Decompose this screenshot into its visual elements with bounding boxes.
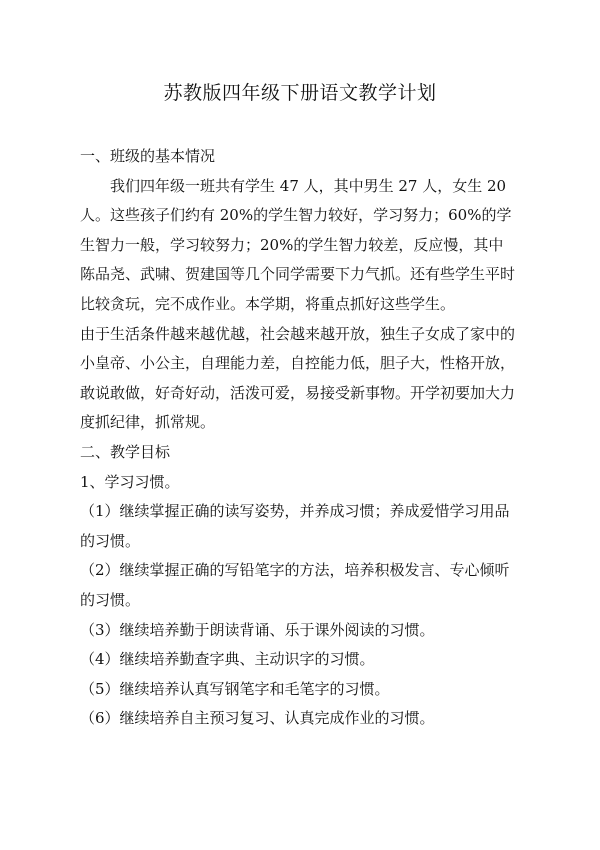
document-title: 苏教版四年级下册语文教学计划 [163,82,437,104]
document-body [80,142,518,734]
list-item: （3）继续培养勤于朗读背诵、乐于课外阅读的习惯。 [80,620,435,639]
list-item: （5）继续培养认真写钢笔字和毛笔字的习惯。 [80,679,390,698]
list-item: （1）继续掌握正确的读写姿势，并养成习惯；养成爱惜学习用品的习惯。 [80,502,510,550]
section-heading: 一、班级的基本情况 [80,147,216,165]
list-item: （6）继续培养自主预习复习、认真完成作业的习惯。 [80,709,435,728]
subheading: 1、学习习惯。 [80,472,180,491]
paragraph: 由于生活条件越来越优越，社会越来越开放，独生子女成了家中的小皇帝、小公主，自理能力差，自控能力低，胆子大，性格开放，敢说敢做，好奇好动，活泼可爱，易接受新事物。开学初要加大力度抓纪律，抓常规。 [80,324,516,432]
list-item: （2）继续掌握正确的写铅笔字的方法，培养积极发言、专心倾听的习惯。 [80,561,510,609]
list-item: （4）继续培养勤查字典、主动识字的习惯。 [80,650,375,669]
paragraph: 我们四年级一班共有学生 47 人，其中男生 27 人，女生 20 人。这些孩子们约有 20%的学生智力较好，学习努力；60%的学生智力一般，学习较努力；20%的学生智力较差，反应慢，其中陈品尧、武啸、贺建国等几个同学需要下力气抓。还有些学生平时比较贪玩，完不成作业。本学期，将重点抓好这些学生。 [80,176,516,313]
section-heading: 二、教学目标 [80,442,171,461]
